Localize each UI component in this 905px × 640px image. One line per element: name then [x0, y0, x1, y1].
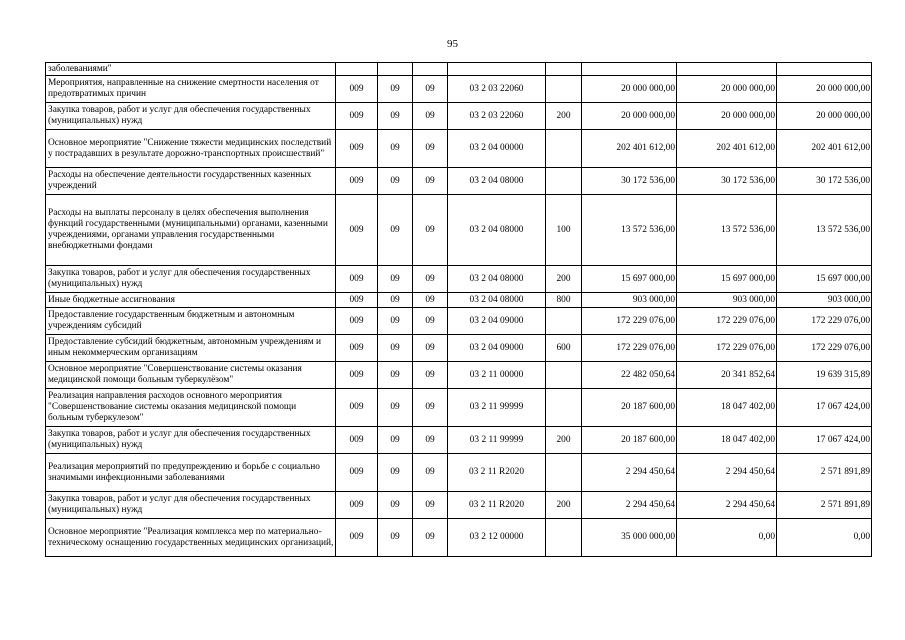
table-row	[46, 63, 872, 76]
subsection-code: 09	[413, 389, 448, 427]
target-code: 03 2 03 22060	[448, 103, 546, 130]
amount-year-1: 202 401 612,00	[582, 130, 677, 168]
expense-type-code	[546, 362, 582, 389]
row-name: Предоставление субсидий бюджетным, автономным учреждениям и иным некоммерческим организациям	[46, 335, 336, 362]
table-row	[46, 103, 872, 130]
target-code: 03 2 11 R2020	[448, 454, 546, 492]
target-code: 03 2 11 99999	[448, 389, 546, 427]
table-row	[46, 76, 872, 103]
amount-year-2: 13 572 536,00	[677, 195, 777, 266]
row-name: Мероприятия, направленные на снижение смертности населения от предотвратимых причин	[46, 76, 336, 103]
row-name: Закупка товаров, работ и услуг для обеспечения государственных (муниципальных) нужд	[46, 427, 336, 454]
amount-year-2: 18 047 402,00	[677, 427, 777, 454]
table-row	[46, 168, 872, 195]
amount-year-3: 17 067 424,00	[777, 389, 872, 427]
subsection-code: 09	[413, 293, 448, 308]
row-name: Иные бюджетные ассигнования	[46, 293, 336, 308]
section-code: 09	[378, 362, 413, 389]
amount-year-1: 20 187 600,00	[582, 427, 677, 454]
amount-year-3: 19 639 315,89	[777, 362, 872, 389]
row-name: Реализация мероприятий по предупреждению и борьбе с социально значимыми инфекционными заболеваниями	[46, 454, 336, 492]
amount-year-1: 13 572 536,00	[582, 195, 677, 266]
subsection-code	[413, 63, 448, 76]
section-code: 09	[378, 130, 413, 168]
amount-year-3: 202 401 612,00	[777, 130, 872, 168]
amount-year-1: 20 000 000,00	[582, 76, 677, 103]
expense-type-code: 200	[546, 492, 582, 519]
amount-year-3	[777, 63, 872, 76]
ministry-code: 009	[336, 308, 378, 335]
amount-year-2: 172 229 076,00	[677, 308, 777, 335]
section-code: 09	[378, 335, 413, 362]
amount-year-1: 2 294 450,64	[582, 492, 677, 519]
section-code: 09	[378, 195, 413, 266]
table-row	[46, 492, 872, 519]
subsection-code: 09	[413, 492, 448, 519]
subsection-code: 09	[413, 308, 448, 335]
ministry-code: 009	[336, 427, 378, 454]
ministry-code: 009	[336, 130, 378, 168]
subsection-code: 09	[413, 454, 448, 492]
expense-type-code	[546, 308, 582, 335]
amount-year-3: 0,00	[777, 519, 872, 557]
section-code: 09	[378, 427, 413, 454]
subsection-code: 09	[413, 266, 448, 293]
ministry-code: 009	[336, 335, 378, 362]
amount-year-2: 15 697 000,00	[677, 266, 777, 293]
amount-year-3: 15 697 000,00	[777, 266, 872, 293]
amount-year-3: 2 571 891,89	[777, 454, 872, 492]
section-code: 09	[378, 519, 413, 557]
subsection-code: 09	[413, 362, 448, 389]
amount-year-3: 2 571 891,89	[777, 492, 872, 519]
target-code: 03 2 04 00000	[448, 130, 546, 168]
row-name: Расходы на выплаты персоналу в целях обеспечения выполнения функций государственными (муниципальными) органами, казенными учреждениями, органами управления государственными внебюджетными фондами	[46, 195, 336, 266]
target-code: 03 2 11 R2020	[448, 492, 546, 519]
target-code: 03 2 04 08000	[448, 293, 546, 308]
table-row	[46, 266, 872, 293]
section-code: 09	[378, 76, 413, 103]
amount-year-2: 202 401 612,00	[677, 130, 777, 168]
ministry-code: 009	[336, 266, 378, 293]
expense-type-code: 100	[546, 195, 582, 266]
ministry-code: 009	[336, 454, 378, 492]
amount-year-2: 0,00	[677, 519, 777, 557]
amount-year-1: 903 000,00	[582, 293, 677, 308]
section-code: 09	[378, 454, 413, 492]
amount-year-1: 2 294 450,64	[582, 454, 677, 492]
amount-year-3: 13 572 536,00	[777, 195, 872, 266]
page-number: 95	[447, 38, 458, 50]
expense-type-code	[546, 454, 582, 492]
section-code: 09	[378, 389, 413, 427]
subsection-code: 09	[413, 519, 448, 557]
expense-type-code	[546, 168, 582, 195]
amount-year-3: 17 067 424,00	[777, 427, 872, 454]
amount-year-1: 30 172 536,00	[582, 168, 677, 195]
table-row	[46, 427, 872, 454]
row-name: Основное мероприятие "Реализация комплекса мер по материально-техническому оснащению государственных медицинских организаций,	[46, 519, 336, 557]
amount-year-2: 2 294 450,64	[677, 492, 777, 519]
expense-type-code	[546, 389, 582, 427]
subsection-code: 09	[413, 103, 448, 130]
amount-year-2: 20 000 000,00	[677, 103, 777, 130]
amount-year-1: 20 187 600,00	[582, 389, 677, 427]
ministry-code: 009	[336, 103, 378, 130]
row-name: заболеваниями"	[46, 63, 336, 76]
row-name: Предоставление государственным бюджетным и автономным учреждениям субсидий	[46, 308, 336, 335]
ministry-code: 009	[336, 293, 378, 308]
row-name: Основное мероприятие "Снижение тяжести медицинских последствий у пострадавших в результате дорожно-транспортных происшествий"	[46, 130, 336, 168]
amount-year-2: 903 000,00	[677, 293, 777, 308]
amount-year-1: 15 697 000,00	[582, 266, 677, 293]
amount-year-1: 172 229 076,00	[582, 335, 677, 362]
target-code: 03 2 04 08000	[448, 195, 546, 266]
amount-year-1	[582, 63, 677, 76]
table-row	[46, 362, 872, 389]
table-row	[46, 308, 872, 335]
subsection-code: 09	[413, 130, 448, 168]
section-code: 09	[378, 266, 413, 293]
section-code: 09	[378, 308, 413, 335]
target-code: 03 2 11 00000	[448, 362, 546, 389]
table-row	[46, 335, 872, 362]
amount-year-2: 20 341 852,64	[677, 362, 777, 389]
target-code: 03 2 04 08000	[448, 266, 546, 293]
section-code: 09	[378, 492, 413, 519]
target-code: 03 2 04 09000	[448, 335, 546, 362]
row-name: Закупка товаров, работ и услуг для обеспечения государственных (муниципальных) нужд	[46, 103, 336, 130]
amount-year-2: 172 229 076,00	[677, 335, 777, 362]
row-name: Реализация направления расходов основного мероприятия "Совершенствование системы оказания медицинской помощи больным туберкулезом"	[46, 389, 336, 427]
amount-year-1: 172 229 076,00	[582, 308, 677, 335]
subsection-code: 09	[413, 195, 448, 266]
subsection-code: 09	[413, 168, 448, 195]
amount-year-3: 903 000,00	[777, 293, 872, 308]
row-name: Закупка товаров, работ и услуг для обеспечения государственных (муниципальных) нужд	[46, 492, 336, 519]
section-code	[378, 63, 413, 76]
amount-year-2: 30 172 536,00	[677, 168, 777, 195]
expense-type-code: 200	[546, 427, 582, 454]
table-row	[46, 519, 872, 557]
ministry-code	[336, 63, 378, 76]
amount-year-2: 2 294 450,64	[677, 454, 777, 492]
subsection-code: 09	[413, 427, 448, 454]
expense-type-code: 200	[546, 266, 582, 293]
table-row	[46, 293, 872, 308]
ministry-code: 009	[336, 492, 378, 519]
amount-year-3: 30 172 536,00	[777, 168, 872, 195]
subsection-code: 09	[413, 76, 448, 103]
ministry-code: 009	[336, 195, 378, 266]
table-body	[46, 63, 872, 557]
ministry-code: 009	[336, 76, 378, 103]
expense-type-code	[546, 76, 582, 103]
row-name: Основное мероприятие "Совершенствование системы оказания медицинской помощи больным туберкулёзом"	[46, 362, 336, 389]
target-code: 03 2 04 09000	[448, 308, 546, 335]
amount-year-1: 35 000 000,00	[582, 519, 677, 557]
amount-year-2: 18 047 402,00	[677, 389, 777, 427]
expense-type-code	[546, 519, 582, 557]
table-row	[46, 454, 872, 492]
subsection-code: 09	[413, 335, 448, 362]
amount-year-1: 22 482 050,64	[582, 362, 677, 389]
amount-year-3: 20 000 000,00	[777, 76, 872, 103]
amount-year-3: 172 229 076,00	[777, 308, 872, 335]
section-code: 09	[378, 168, 413, 195]
section-code: 09	[378, 103, 413, 130]
amount-year-2: 20 000 000,00	[677, 76, 777, 103]
ministry-code: 009	[336, 389, 378, 427]
ministry-code: 009	[336, 519, 378, 557]
ministry-code: 009	[336, 168, 378, 195]
table-row	[46, 195, 872, 266]
target-code: 03 2 11 99999	[448, 427, 546, 454]
amount-year-2	[677, 63, 777, 76]
target-code	[448, 63, 546, 76]
table-row	[46, 130, 872, 168]
expense-type-code	[546, 63, 582, 76]
expense-type-code: 800	[546, 293, 582, 308]
table-row	[46, 389, 872, 427]
amount-year-3: 20 000 000,00	[777, 103, 872, 130]
target-code: 03 2 03 22060	[448, 76, 546, 103]
row-name: Закупка товаров, работ и услуг для обеспечения государственных (муниципальных) нужд	[46, 266, 336, 293]
budget-table	[45, 62, 872, 557]
row-name: Расходы на обеспечение деятельности государственных казенных учреждений	[46, 168, 336, 195]
amount-year-3: 172 229 076,00	[777, 335, 872, 362]
expense-type-code	[546, 130, 582, 168]
expense-type-code: 200	[546, 103, 582, 130]
section-code: 09	[378, 293, 413, 308]
ministry-code: 009	[336, 362, 378, 389]
expense-type-code: 600	[546, 335, 582, 362]
amount-year-1: 20 000 000,00	[582, 103, 677, 130]
target-code: 03 2 12 00000	[448, 519, 546, 557]
target-code: 03 2 04 08000	[448, 168, 546, 195]
